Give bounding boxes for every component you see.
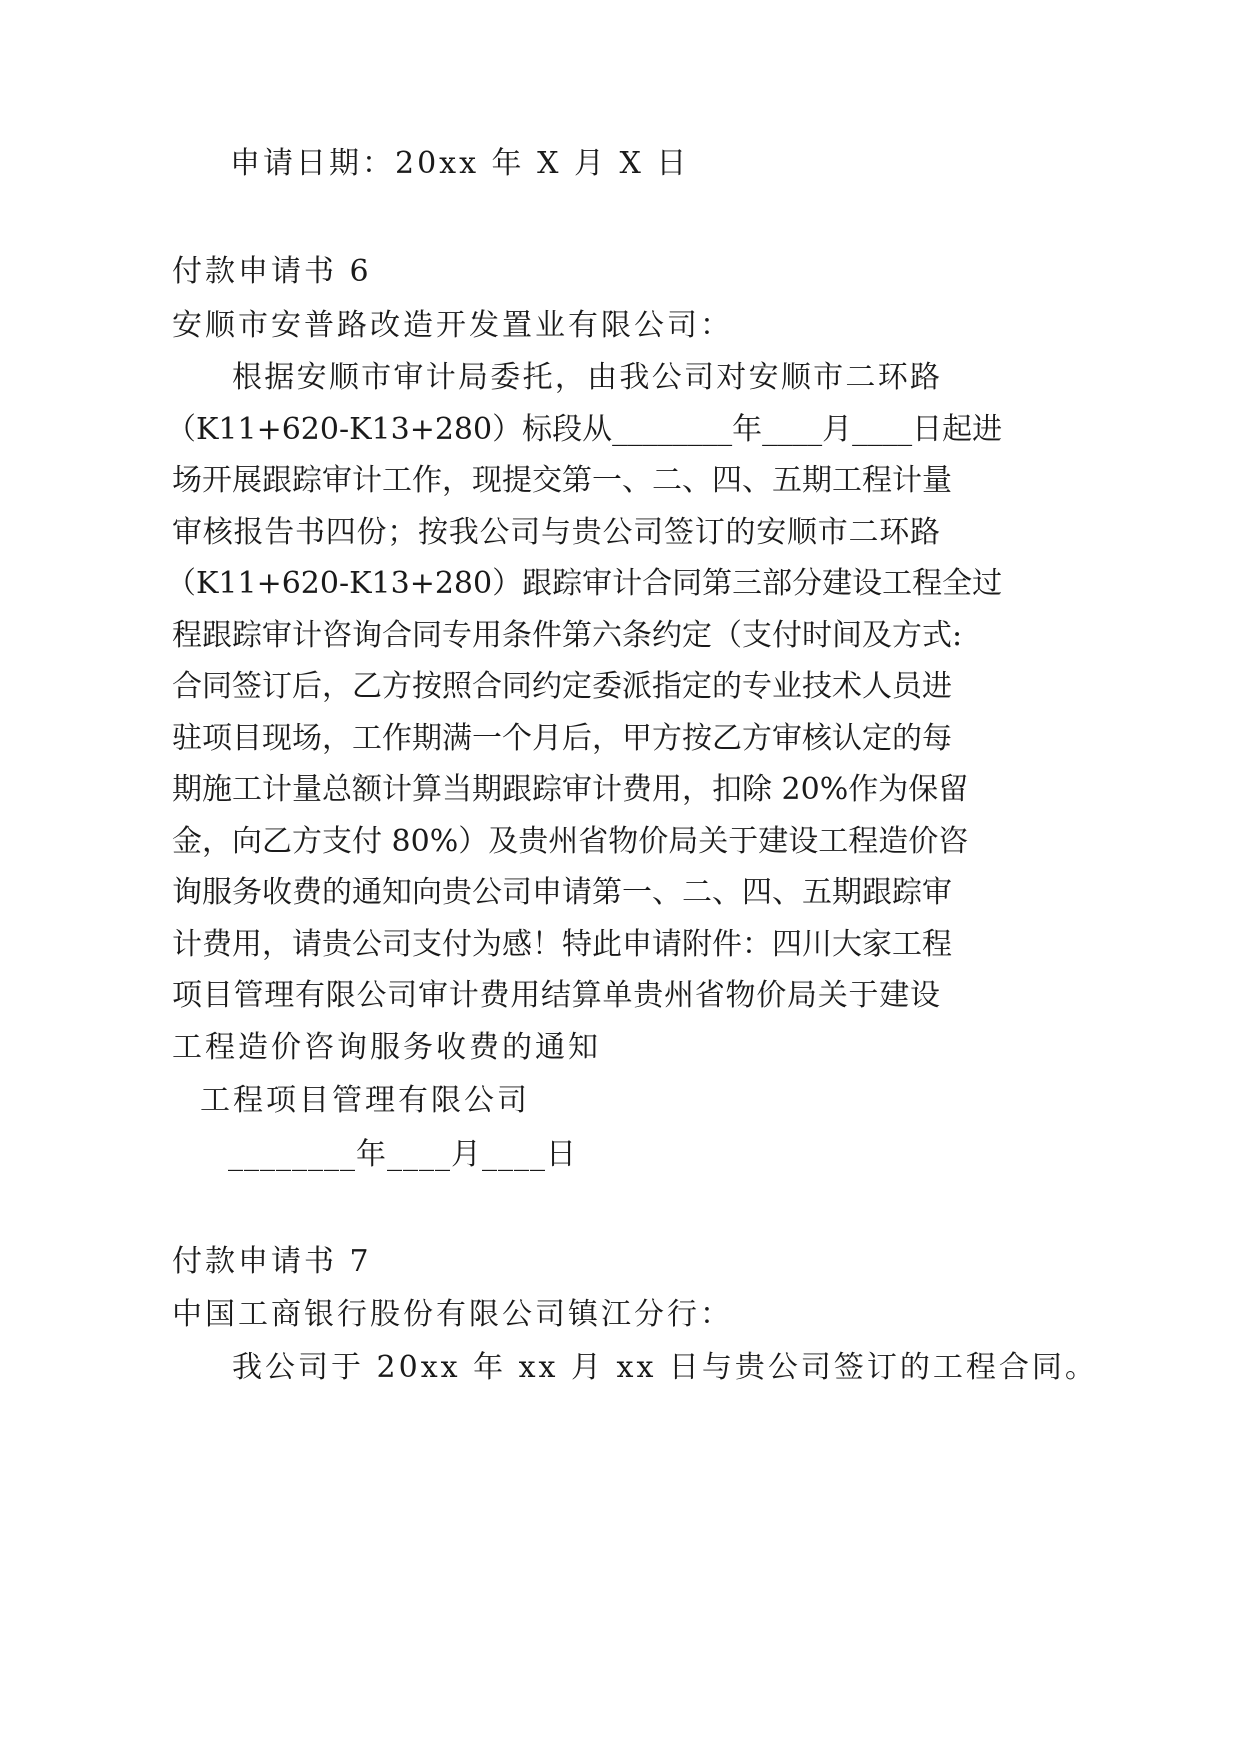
section6-signature-company: 工程项目管理有限公司	[200, 1083, 530, 1118]
section6-addressee: 安顺市安普路改造开发置业有限公司：	[172, 308, 733, 343]
section6-body-line-8: 驻项目现场，工作期满一个月后，甲方按乙方审核认定的每	[172, 721, 952, 756]
section6-body-line-3: 场开展跟踪审计工作，现提交第一、二、四、五期工程计量	[172, 463, 952, 498]
section6-body-line-1: 根据安顺市审计局委托，由我公司对安顺市二环路	[232, 360, 940, 395]
section6-body-line-9: 期施工计量总额计算当期跟踪审计费用，扣除 20%作为保留	[172, 772, 969, 807]
section6-body-line-2: （K11+620-K13+280）标段从________年____月____日起进	[166, 412, 1003, 447]
section6-body-line-6: 程跟踪审计咨询合同专用条件第六条约定（支付时间及方式:	[172, 618, 963, 653]
section6-body-line-10: 金，向乙方支付 80%）及贵州省物价局关于建设工程造价咨	[172, 824, 969, 859]
section6-body-line-12: 计费用，请贵公司支付为感！特此申请附件：四川大家工程	[172, 927, 952, 962]
section7-addressee: 中国工商银行股份有限公司镇江分行：	[172, 1297, 733, 1332]
section6-body-line-11: 询服务收费的通知向贵公司申请第一、二、四、五期跟踪审	[172, 875, 952, 910]
section6-body-line-13: 项目管理有限公司审计费用结算单贵州省物价局关于建设	[172, 978, 940, 1013]
section6-title: 付款申请书 6	[172, 254, 372, 289]
section6-signature-date: ________年____月____日	[228, 1137, 577, 1172]
section6-body-line-4: 审核报告书四份；按我公司与贵公司签订的安顺市二环路	[172, 515, 940, 550]
section6-body-line-5: （K11+620-K13+280）跟踪审计合同第三部分建设工程全过	[166, 566, 1003, 601]
section6-body-line-14: 工程造价咨询服务收费的通知	[172, 1030, 601, 1065]
application-date: 申请日期：20xx 年 X 月 X 日	[230, 146, 690, 181]
section7-body-line-1: 我公司于 20xx 年 xx 月 xx 日与贵公司签订的工程合同。	[232, 1350, 1098, 1385]
section6-body-line-7: 合同签订后，乙方按照合同约定委派指定的专业技术人员进	[172, 669, 952, 704]
section7-title: 付款申请书 7	[172, 1244, 372, 1279]
